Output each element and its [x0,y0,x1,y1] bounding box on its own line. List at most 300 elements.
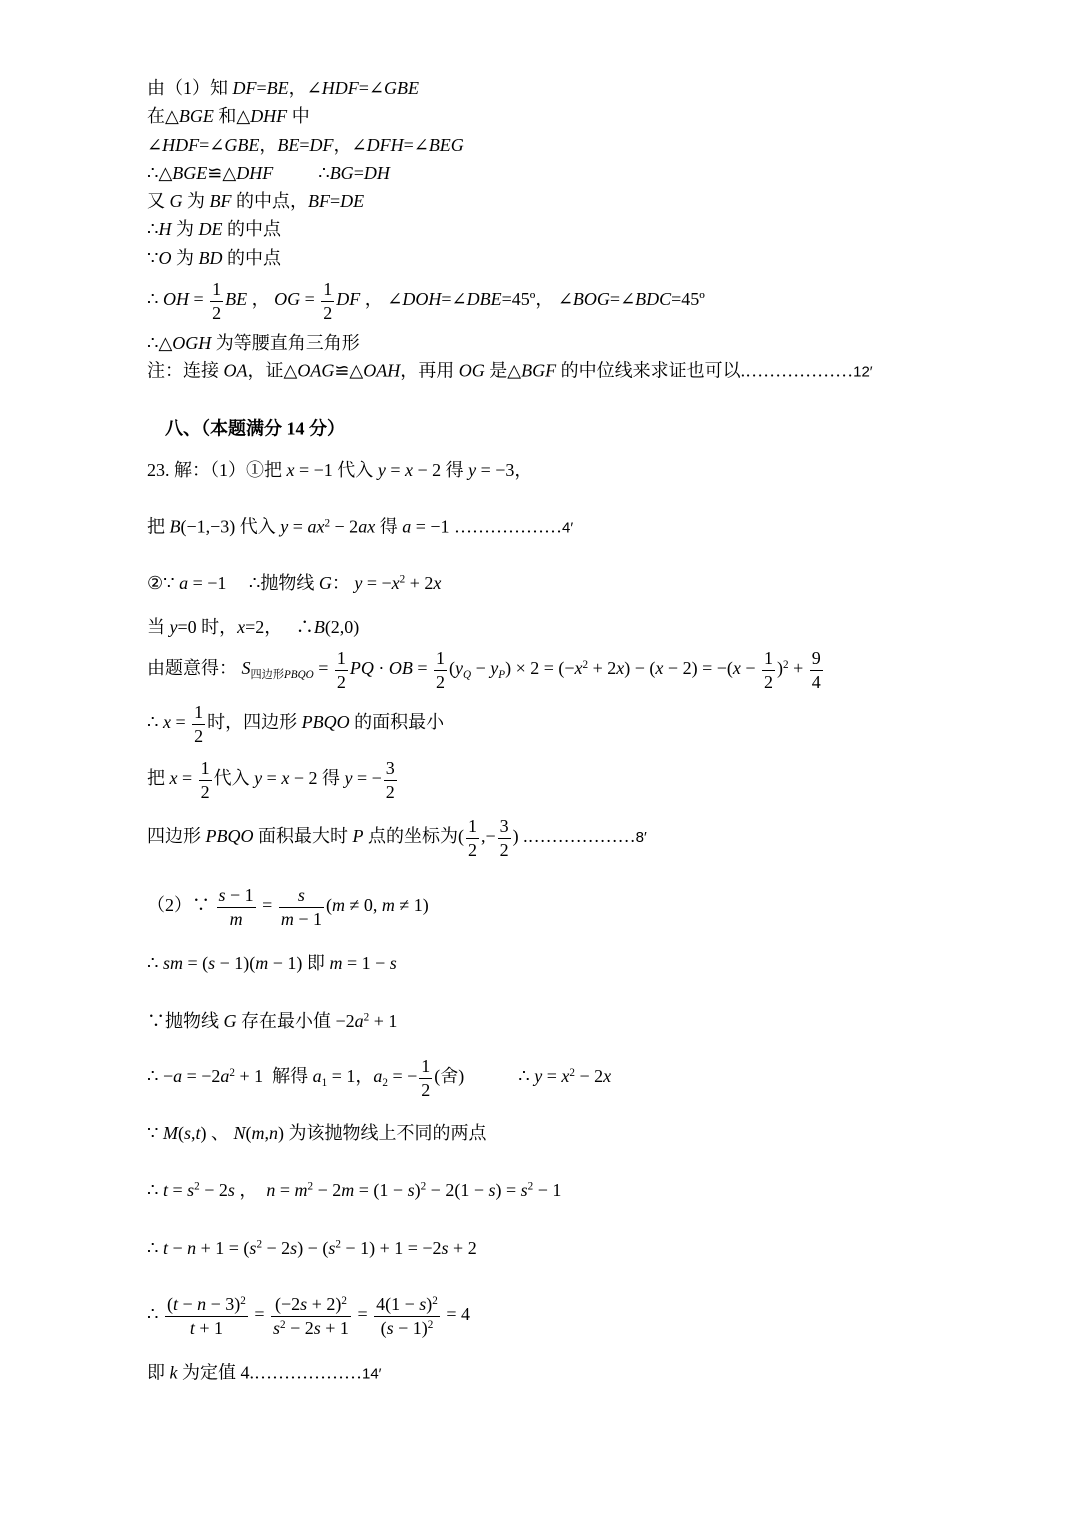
math-variable: OG [458,360,485,381]
math-variable: M [162,1122,178,1143]
text-run: + 1 [320,1317,349,1338]
text-run: 1 [436,648,446,668]
text-run: = [257,895,277,916]
text-run: = [188,289,209,310]
solution-line [147,134,464,157]
solution-line [147,647,825,693]
fraction-numerator [271,1293,351,1317]
solution-line [147,1122,487,1145]
text-run: ∴ [147,1237,163,1258]
text-run: = [313,658,333,679]
text-run: − 1) 即 [268,952,330,973]
text-run: 1 [200,758,210,778]
math-variable: OGH [172,332,212,353]
math-variable: s [208,952,216,973]
math-variable: y [534,1066,543,1087]
text-run: 得 [375,516,403,537]
text-run: ，证△ [247,360,298,381]
text-run: = [275,1179,295,1200]
math-variable: BGF [521,360,557,381]
text-run: 2 [499,839,509,860]
text-run: =∠ [609,289,636,310]
text-run: − 2 [285,1317,314,1338]
text-run: 1 [336,648,346,668]
math-variable: BE [266,77,289,98]
text-run: ≠ 1) [394,895,429,916]
text-run: 为等腰直角三角形 [211,332,360,353]
text-run: ) 为该抛物线上不同的两点 [278,1122,487,1143]
text-run: = [262,768,282,789]
text-run: ,− [481,826,496,847]
text-run: ) 、 [200,1122,234,1143]
math-variable: sm [162,952,183,973]
math-variable: HDF [321,77,359,98]
text-run: ∴△ [147,332,173,353]
subscript: P [498,669,506,682]
math-variable: s [297,885,305,905]
math-variable: x [655,658,664,679]
text-run: = 4 [441,1304,470,1325]
fraction [279,884,324,930]
math-variable: s [386,1317,394,1338]
text-run: ) − ( [624,658,656,679]
text-run: + 2 [448,1237,477,1258]
text-run: = [542,1066,562,1087]
solution-line [147,278,705,324]
text-run: + 2) [307,1294,342,1314]
text-run: − 1) + 1 = −2 [340,1237,442,1258]
fraction-denominator [498,839,511,862]
text-run: 的中位线来求证也可以.……………… [556,360,854,381]
fraction [335,647,348,693]
math-variable: s [520,1179,528,1200]
fraction-denominator [762,671,775,694]
math-variable: x [574,658,583,679]
text-run: 2 [436,671,446,692]
fraction-numerator [374,1293,440,1317]
math-variable: s [488,1179,496,1200]
math-variable: H [158,218,172,239]
math-variable: a [373,1066,383,1087]
text-run: = (1 − [354,1179,408,1200]
fraction-numerator [199,757,212,781]
fraction-denominator [434,671,447,694]
fraction-denominator [466,839,479,862]
text-run: − 2(1 − [426,1179,489,1200]
solution-line [147,105,310,128]
text-run: 4(1 − [376,1294,420,1314]
math-variable: s [187,1179,195,1200]
text-run: =45º [671,289,705,310]
text-run: (舍) ∴ [434,1066,535,1087]
text-run: = − [362,572,392,593]
math-variable: s [290,1237,298,1258]
superscript: 2 [324,517,331,530]
subscript: 四边形 [250,669,284,682]
superscript: 2 [420,1180,427,1193]
text-run: = [353,162,364,183]
math-variable: s [218,885,226,905]
text-run: 为 [182,190,210,211]
text-run: ，再用 [400,360,459,381]
math-variable: m [341,1179,355,1200]
superscript: 2 [582,659,589,671]
text-run: = 1 − [342,952,390,973]
text-run: + 1 = ( [196,1237,250,1258]
math-variable: s [407,1179,415,1200]
math-variable: x [169,768,178,789]
superscript: 2 [432,1294,438,1307]
fraction [434,647,447,693]
math-variable: N [233,1122,246,1143]
text-run: 是△ [484,360,522,381]
text-run: = [352,1304,373,1325]
text-run: + 1 [369,1010,398,1031]
fraction-numerator [165,1293,248,1317]
text-run: = −2 [182,1066,221,1087]
fraction [199,757,212,803]
solution-line [147,815,647,861]
text-run: 的中点， [231,190,308,211]
fraction-denominator [271,1317,351,1340]
text-run: − [471,658,491,679]
solution-line [147,616,359,639]
superscript: 2 [194,1180,200,1193]
text-run: ≌△ [207,162,237,183]
text-run: , [264,1122,269,1143]
superscript: 2 [399,573,406,586]
math-variable: S [241,658,251,679]
text-run: 23. 解：（1）①把 [147,459,287,480]
math-variable: y [169,616,178,637]
solution-line [147,1055,611,1101]
superscript: 2 [341,1294,347,1307]
text-run: 3 [385,758,395,778]
solution-line [147,77,419,100]
text-run: ( [177,1122,184,1143]
text-run: − 2 [313,1179,342,1200]
fraction-denominator [335,671,348,694]
math-variable: DBE [466,289,502,310]
math-variable: BDC [635,289,672,310]
math-variable: x [286,459,295,480]
math-variable: OB [388,658,413,679]
text-run: 1 [212,279,222,299]
fraction-denominator [279,908,324,931]
math-variable: OG [274,289,301,310]
text-run: − 1 [533,1179,562,1200]
superscript: 2 [307,1180,314,1193]
text-run: 点的坐标为( [363,826,464,847]
text-run: 2 [323,302,333,323]
text-run: 由题意得： [147,658,242,679]
text-run: (2,0) [324,616,360,637]
text-run: ( [245,1122,252,1143]
text-run: = [299,134,310,155]
text-run: + 2 [588,658,617,679]
text-run: （2）∵ [147,895,215,916]
math-variable: PQ [349,658,374,679]
text-run: = [300,289,320,310]
text-run: =2， ∴ [245,616,314,637]
section-heading [147,394,345,462]
text-run: 即 [147,1362,170,1383]
text-run: , [190,1122,196,1143]
superscript: 2 [280,1318,286,1331]
text-run: − 1 [225,885,254,905]
text-run: =∠ [358,77,384,98]
math-variable: t [172,1294,178,1314]
text-run: = [177,768,197,789]
subscript: Q [463,669,472,682]
solution-line [147,884,429,930]
solution-line [147,952,397,975]
text-run: 2 [194,725,204,746]
math-variable: s [441,1237,449,1258]
text-run: 把 [147,768,170,789]
text-run: 2 [212,302,222,323]
math-variable: BOG [572,289,610,310]
text-run: = −3， [476,459,533,480]
text-run: ) [414,1179,421,1200]
fraction-denominator [384,781,397,804]
text-run: ( [380,1317,387,1338]
math-variable: DF [232,77,257,98]
text-run: 2 [421,1079,431,1100]
fraction [374,1293,440,1339]
text-run: ) = [495,1179,521,1200]
superscript: 2 [427,1318,434,1331]
score-mark: 8′ [635,829,647,847]
math-variable: y [455,658,464,679]
math-variable: BEG [428,134,464,155]
text-run: 的中点 [222,218,281,239]
fraction [498,815,511,861]
fraction-numerator [498,815,511,839]
math-variable: y [468,459,477,480]
math-variable: BE [225,289,248,310]
math-variable: PBQO [205,826,254,847]
solution-line [147,1237,477,1260]
text-run: ( [166,1294,173,1314]
text-run: ∵ [147,1122,163,1143]
math-variable: s [328,1237,336,1258]
fraction-denominator [810,671,823,694]
fraction-denominator [199,781,212,804]
text-run: + 1 解得 [235,1066,313,1087]
fraction-denominator [321,302,334,325]
text-run: − [740,658,761,679]
text-run: 1 [468,816,477,836]
text-run: − 2 [330,516,359,537]
text-run: ≠ 0, [344,895,382,916]
section-heading-text: 八、（本题满分 14 分） [165,417,345,438]
text-run: + 1 [194,1317,223,1338]
text-run: 中 [287,105,310,126]
text-run: = 1， [327,1066,374,1087]
text-run: ， [247,289,275,310]
text-run: = [385,459,405,480]
text-run: 为 [171,247,199,268]
math-variable: t [189,1317,195,1338]
math-variable: y [354,572,363,593]
math-variable: a [173,1066,183,1087]
text-run: 1 [194,702,204,722]
text-run: = [330,190,341,211]
text-run: 9 [811,648,821,668]
score-mark: 4′ [562,519,574,537]
text-run: 的面积最小 [349,712,445,733]
fraction-numerator [466,815,479,839]
math-variable: y [280,516,289,537]
fraction-numerator [192,701,205,725]
text-run: = −1 ∴抛物线 [188,572,319,593]
fraction-denominator [192,725,205,748]
math-variable: x [616,658,625,679]
text-run: ∵抛物线 [147,1010,224,1031]
text-run: 1 [323,279,333,299]
text-run: 为定值 4.……………… [177,1362,362,1383]
superscript: 2 [569,1067,575,1079]
math-variable: BE [277,134,300,155]
math-variable: DE [198,218,223,239]
text-run: 面积最大时 [253,826,353,847]
math-variable: x [404,459,413,480]
fraction-numerator [384,757,397,781]
text-run: ， ∠ [360,289,403,310]
math-variable: BF [308,190,330,211]
math-variable: m [255,952,269,973]
math-variable: a [220,1066,230,1087]
math-variable: n [269,1122,278,1143]
text-run: ) × 2 = (− [505,658,575,679]
math-variable: m [381,895,395,916]
text-run: 的中点 [222,247,281,268]
math-variable: m [280,908,294,929]
fraction-denominator [217,908,256,931]
math-variable: ax [307,516,325,537]
math-variable: x [732,658,741,679]
math-variable: n [187,1237,197,1258]
text-run: ∴ [147,218,159,239]
math-variable: m [331,895,345,916]
math-variable: m [229,908,243,929]
text-run: ( [325,895,332,916]
text-run: ) [777,658,784,679]
math-variable: PBQO [301,712,350,733]
text-run: 2 [200,781,210,802]
solution-line [147,757,399,803]
math-variable: GBE [224,134,260,155]
solution-line [147,360,873,383]
text-run: ) .……………… [512,826,636,847]
solution-line [147,332,360,355]
text-run: 为 [171,218,199,239]
fraction-numerator [210,278,223,302]
text-run: ∴ [273,162,330,183]
fraction [762,647,775,693]
math-variable: G [169,190,183,211]
text-run: =∠ [441,289,467,310]
text-run: 和△ [213,105,251,126]
text-run: − 3) [206,1294,241,1314]
fraction-numerator [335,647,348,671]
fraction [192,701,205,747]
text-run: 1 [764,648,774,668]
text-run: = − [352,768,382,789]
math-variable: x [162,712,171,733]
text-run: 2 [764,671,774,692]
text-run: − 2) = −( [663,658,733,679]
fraction-numerator [419,1055,432,1079]
fraction-denominator [165,1317,248,1340]
math-variable: DOH [402,289,442,310]
text-run: = [170,712,191,733]
text-run: ) [426,1294,433,1314]
text-run: ，∠ [333,134,367,155]
math-variable: x [561,1066,570,1087]
text-run: ∴△ [147,162,173,183]
text-run: 在△ [147,105,179,126]
subscript: 2 [382,1077,388,1090]
fraction [271,1293,351,1339]
math-variable: B [169,516,181,537]
math-variable: y [344,768,353,789]
fraction [384,757,397,803]
math-variable: x [603,1066,612,1087]
text-run: = [288,516,308,537]
fraction-denominator [419,1079,432,1102]
text-run: ∴ [147,952,163,973]
text-run: =∠ [403,134,429,155]
math-variable: ax [358,516,376,537]
solution-line [147,190,364,213]
text-run: 2 [385,781,395,802]
math-variable: O [158,247,172,268]
text-run: = − [387,1066,418,1087]
text-run: 又 [147,190,170,211]
solution-line [147,701,444,747]
fraction [810,647,823,693]
superscript: 2 [363,1011,370,1024]
text-run: ) − ( [297,1237,329,1258]
text-run: ∴ [147,289,163,310]
text-run: = ( [182,952,209,973]
text-run: − 1 [293,908,322,929]
text-run: ∴ [147,1179,163,1200]
text-run: 存在最小值 −2 [236,1010,355,1031]
text-run: 3 [499,816,509,836]
fraction [466,815,479,861]
text-run: − 2 [262,1237,291,1258]
math-variable: x [391,572,400,593]
fraction-numerator [321,278,334,302]
text-run: ∠ [147,134,163,155]
superscript: 2 [229,1067,235,1079]
math-variable: B [313,616,325,637]
text-run: 由（1）知 [147,77,233,98]
text-run: 时，四边形 [207,712,302,733]
math-variable: BF [209,190,232,211]
math-variable: s [273,1317,281,1338]
fraction-numerator [217,884,256,908]
math-variable: y [377,459,386,480]
math-variable: BG [329,162,354,183]
math-variable: x [433,572,442,593]
score-mark: 14′ [362,1365,382,1383]
math-variable: n [197,1294,207,1314]
text-run: ，∠ [288,77,322,98]
